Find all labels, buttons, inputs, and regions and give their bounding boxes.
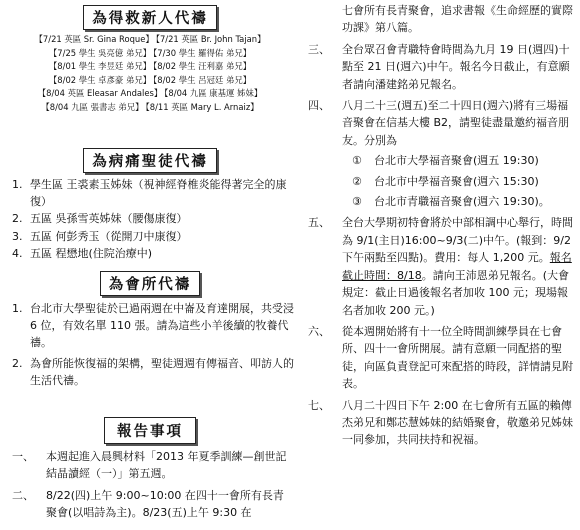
list-item: 【8/01 學生 李昱廷 弟兄】 【8/02 學生 汪利嘉 弟兄】: [48, 61, 252, 72]
newcomers-section: [6, 5, 294, 30]
list-item: 三、 全台眾召會青職特會時間為九月 19 日(週四)十點至 21 日(週六)中午。報名今日截止，有意願者請向潘建銘弟兄報名。: [308, 42, 570, 91]
list-item: 五、 全台大學期初特會將於中部相調中心舉行，時間為 9/1(主日)16:00~9/3(二)中午。(報到：9/2 下午兩點至四點)。費用：每人 1,200 元。報名截止時間：8/18。請向王沛恩弟兄報名。(大會規定：截止日過後報名者加收 100 元；現場報名者加收 200 元。): [308, 216, 573, 317]
church-list: [6, 300, 294, 389]
newcomers-list: [6, 33, 294, 115]
list-item: 一、 本週起進入晨興材料「2013 年夏季訓練—創世記結晶讀經（一）」第五週。: [12, 450, 287, 481]
list-item: 【8/02 學生 卓彥豪 弟兄】 【8/02 學生 呂冠廷 弟兄】: [48, 74, 252, 85]
report-title: 報告事項: [104, 417, 196, 444]
sick-list: [6, 176, 294, 262]
church-title: 為會所代禱: [100, 271, 201, 296]
church-section: [6, 271, 294, 296]
list-item: 【7/25 學生 吳亮億 弟兄】 【7/30 學生 羅得佑 弟兄】: [48, 47, 252, 58]
list-item: 【7/21 英區 Sr. Gina Roque】 【7/21 英區 Br. John Tajan】: [34, 34, 266, 44]
list-item: 4. 五區 程懋地(住院治療中): [12, 246, 153, 260]
sub-item: ③ 台北市青職福音聚會(週六 19:30)。: [352, 195, 550, 209]
list-item: 1. 學生區 王裘素玉姊妹（視神經脊椎炎能得著完全的康復）: [12, 178, 287, 209]
list-item: 二、 8/22(四)上午 9:00~10:00 在四十一會所有長青聚會(以唱詩為主)。8/23(五)上午 9:30 在: [12, 488, 284, 520]
list-item: 1. 台北市大學聖徒於已過兩週在中崙及育達開展，共受浸 6 位，有效名單 110 張。請為這些小羊後續的牧養代禱。: [12, 302, 294, 350]
report-section: [6, 417, 294, 444]
newcomers-title: 為得救新人代禱: [83, 5, 217, 30]
right-column: [302, 2, 576, 449]
list-item: 六、 從本週開始將有十一位全時間訓練學員在七會所、四十一會所開展。請有意願一同配搭的聖徒，向區負責登記可來配搭的時段，詳情請見附表。: [308, 324, 573, 391]
sub-item: ② 台北市中學福音聚會(週六 15:30): [352, 174, 539, 188]
list-item: 四、 八月二十三(週五)至二十四日(週六)將有三場福音聚會在信基大樓 B2，請聖徒盡量邀約福音朋友。分別為: [308, 99, 570, 147]
sub-item: ① 台北市大學福音聚會(週五 19:30): [352, 154, 539, 168]
list-item: 【8/04 英區 Eleasar Andales】 【8/04 九區 康基運 姊妹】: [37, 88, 263, 99]
deadline-text: 報名截止時間：8/18: [342, 251, 572, 282]
report-list: [6, 448, 294, 522]
list-item: 【8/04 九區 張書志 弟兄】 【8/11 英區 Mary L. Arnaiz】: [41, 101, 259, 112]
sick-section: [6, 148, 294, 173]
list-item: 七會所有長青聚會，追求書報《生命經歷的實際功課》第八篇。: [342, 4, 573, 35]
list-item: 2. 為會所能恢復福的架構，聖徒週週有傳福音、叩訪人的生活代禱。: [12, 356, 294, 387]
list-item: 2. 五區 吳孫雪英姊妹（腰傷康復）: [12, 212, 188, 226]
sick-title: 為病痛聖徒代禱: [83, 148, 217, 173]
list-item: 3. 五區 何彭秀玉（從開刀中康復）: [12, 229, 188, 243]
list-item: 七、 八月二十四日下午 2:00 在七會所有五區的賴傳杰弟兄和鄭芯慧姊妹的結婚聚會，敬邀弟兄姊妹一同參加，共同扶持和祝福。: [308, 398, 573, 447]
